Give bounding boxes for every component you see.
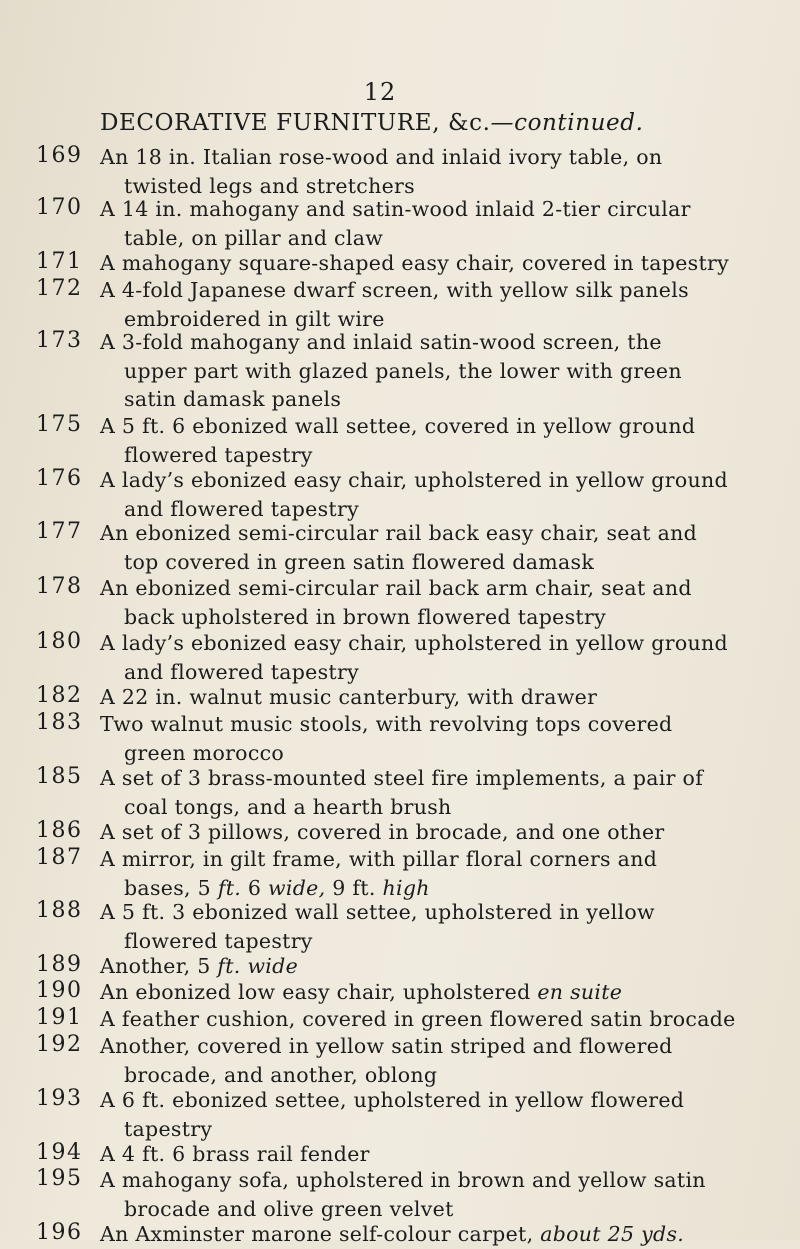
- lot-description: [100, 1220, 740, 1249]
- lot-description-line: A 4-fold Japanese dwarf screen, with yellow silk panels: [100, 278, 689, 302]
- lot-description: [100, 629, 740, 686]
- lot-description-line: coal tongs, and a hearth brush: [124, 794, 452, 819]
- lot-number: 191: [36, 1005, 83, 1030]
- lot-description-line: A mahogany sofa, upholstered in brown and yellow satin: [100, 1168, 706, 1192]
- lot-description-line: brocade, and another, oblong: [124, 1062, 438, 1087]
- lot-number: 177: [36, 519, 83, 544]
- section-heading-title: DECORATIVE FURNITURE, &c.: [100, 110, 491, 136]
- lot-number: 170: [36, 195, 83, 220]
- lot-description-line: A 4 ft. 6 brass rail fender: [100, 1142, 370, 1166]
- lot-description-line: back upholstered in brown flowered tapestry: [124, 604, 606, 629]
- lot-description: [100, 683, 740, 712]
- lot-description-line: An ebonized semi-circular rail back easy chair, seat and: [100, 521, 698, 545]
- lot-description-line: A 22 in. walnut music canterbury, with drawer: [100, 685, 598, 709]
- lot-description-line: bases, 5 ft. 6 wide, 9 ft. high: [124, 875, 430, 900]
- lot-description: [100, 818, 740, 847]
- lot-description: [100, 898, 740, 955]
- lot-description-line: Another, covered in yellow satin striped and flowered: [100, 1034, 673, 1058]
- lot-description-line: top covered in green satin flowered damask: [124, 549, 595, 574]
- lot-description-line: An Axminster marone self-colour carpet, about 25 yds.: [100, 1222, 685, 1246]
- lot-description: [100, 1140, 740, 1169]
- lot-description-line: A set of 3 pillows, covered in brocade, and one other: [100, 820, 665, 844]
- lot-description-line: An 18 in. Italian rose-wood and inlaid ivory table, on: [100, 145, 663, 169]
- lot-description: [100, 1032, 740, 1089]
- lot-number: 188: [36, 898, 83, 923]
- lot-description-line: A lady’s ebonized easy chair, upholstered in yellow ground: [100, 468, 728, 492]
- lot-number: 171: [36, 249, 83, 274]
- lot-description-line: green morocco: [124, 740, 285, 765]
- lot-number: 176: [36, 466, 83, 491]
- lot-description-line: tapestry: [124, 1116, 213, 1141]
- lot-number: 189: [36, 952, 83, 977]
- lot-description: [100, 1086, 740, 1143]
- lot-description: [100, 276, 740, 333]
- lot-description-line: An ebonized semi-circular rail back arm chair, seat and: [100, 576, 692, 600]
- lot-number: 178: [36, 574, 83, 599]
- section-heading: [100, 110, 644, 136]
- lot-description-line: Two walnut music stools, with revolving tops covered: [100, 712, 673, 736]
- lot-description-line: A 5 ft. 3 ebonized wall settee, upholstered in yellow: [100, 900, 655, 924]
- lot-description-line: A 5 ft. 6 ebonized wall settee, covered in yellow ground: [100, 414, 696, 438]
- lot-description-line: A mirror, in gilt frame, with pillar floral corners and: [100, 847, 658, 871]
- lot-description-line: A 14 in. mahogany and satin-wood inlaid 2-tier circular: [100, 197, 691, 221]
- lot-number: 169: [36, 143, 83, 168]
- lot-description-line: A 3-fold mahogany and inlaid satin-wood screen, the: [100, 330, 662, 354]
- lot-description: [100, 519, 740, 576]
- lot-description: [100, 328, 740, 414]
- lot-description: [100, 249, 740, 278]
- lot-description-line: A feather cushion, covered in green flowered satin brocade: [100, 1007, 736, 1031]
- lot-description-line: satin damask panels: [124, 387, 342, 411]
- section-heading-continued: —continued.: [490, 110, 644, 136]
- lot-description-line: twisted legs and stretchers: [124, 173, 415, 198]
- lot-description: [100, 574, 740, 631]
- lot-description-line: embroidered in gilt wire: [124, 306, 385, 331]
- lot-description-line: brocade and olive green velvet: [124, 1196, 454, 1221]
- lot-number: 186: [36, 818, 83, 843]
- lot-description-line: table, on pillar and claw: [124, 225, 384, 250]
- lot-description: [100, 952, 740, 981]
- lot-number: 187: [36, 845, 83, 870]
- lot-description-line: flowered tapestry: [124, 442, 313, 467]
- lot-description-line: An ebonized low easy chair, upholstered en suite: [100, 980, 623, 1004]
- lot-description: [100, 195, 740, 252]
- lot-description-line: A set of 3 brass-mounted steel fire implements, a pair of: [100, 766, 704, 790]
- lot-number: 183: [36, 710, 83, 735]
- lot-description-line: A lady’s ebonized easy chair, upholstered in yellow ground: [100, 631, 728, 655]
- lot-number: 180: [36, 629, 83, 654]
- lot-description: [100, 710, 740, 767]
- lot-description-line: flowered tapestry: [124, 928, 313, 953]
- lot-description: [100, 143, 740, 200]
- lot-number: 194: [36, 1140, 83, 1165]
- lot-description: [100, 764, 740, 821]
- lot-description-line: A 6 ft. ebonized settee, upholstered in yellow flowered: [100, 1088, 685, 1112]
- lot-description-line: and flowered tapestry: [124, 659, 359, 684]
- lot-number: 173: [36, 328, 83, 353]
- page-number: 12: [363, 78, 397, 106]
- lot-description: [100, 978, 740, 1007]
- lot-description: [100, 845, 740, 902]
- lot-number: 172: [36, 276, 83, 301]
- lot-description-line: A mahogany square-shaped easy chair, covered in tapestry: [100, 251, 729, 275]
- lot-description: [100, 1005, 740, 1034]
- lot-description: [100, 466, 740, 523]
- lot-description-line: and flowered tapestry: [124, 496, 359, 521]
- lot-number: 193: [36, 1086, 83, 1111]
- lot-description-line: upper part with glazed panels, the lower with green: [124, 358, 682, 383]
- lot-number: 195: [36, 1166, 83, 1191]
- lot-number: 185: [36, 764, 83, 789]
- lot-number: 192: [36, 1032, 83, 1057]
- lot-description-line: Another, 5 ft. wide: [100, 954, 299, 978]
- lot-description: [100, 1166, 740, 1223]
- lot-number: 175: [36, 412, 83, 437]
- lot-description: [100, 412, 740, 469]
- lot-number: 190: [36, 978, 83, 1003]
- lot-number: 196: [36, 1220, 83, 1245]
- lot-number: 182: [36, 683, 83, 708]
